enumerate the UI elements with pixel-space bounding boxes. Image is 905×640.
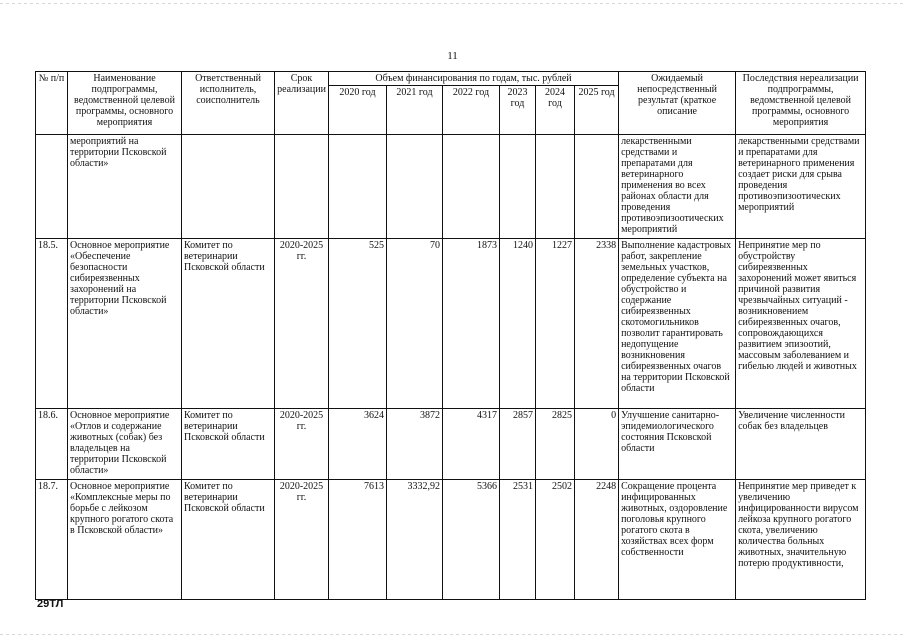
- row-executor: Комитет по ветеринарии Псковской области: [182, 239, 275, 409]
- row-value-2021: 3332,92: [387, 480, 443, 600]
- header-year-2024: 2024 год: [536, 86, 575, 135]
- header-year-2022: 2022 год: [443, 86, 500, 135]
- row-value-2022: 4317: [443, 409, 500, 480]
- header-year-2023: 2023 год: [500, 86, 536, 135]
- row-value-2023: 1240: [500, 239, 536, 409]
- header-row-top: [36, 72, 866, 86]
- row-value-2023: 2857: [500, 409, 536, 480]
- page-number: 11: [447, 50, 458, 62]
- row-result: Выполнение кадастровых работ, закрепление земельных участков, определение субъекта на обустройство и содержание сибиреязвенных скотомогильников позволит гарантировать недопущение возникновения сибиреязвенных очагов на территории Псковской области: [619, 239, 736, 409]
- row-num: 18.5.: [36, 239, 68, 409]
- row-term: 2020-2025 гг.: [275, 480, 329, 600]
- header-funding: Объем финансирования по годам, тыс. рублей: [329, 72, 619, 86]
- header-term: Срок реализации: [275, 72, 329, 135]
- row-value-2022: [443, 135, 500, 239]
- row-value-2023: [500, 135, 536, 239]
- row-result: Улучшение санитарно-эпидемиологического состояния Псковской области: [619, 409, 736, 480]
- row-value-2024: 2825: [536, 409, 575, 480]
- table-row: [36, 480, 866, 600]
- header-year-2025: 2025 год: [575, 86, 619, 135]
- row-consequences: Увеличение численности собак без владельцев: [736, 409, 866, 480]
- row-value-2021: [387, 135, 443, 239]
- row-consequences: Непринятие мер по обустройству сибиреязвенных захоронений может явиться причиной развития чрезвычайных ситуаций - возникновением сибиреязвенных очагов, сопровождающихся развитием эпизоотий, массовым заболеванием и гибелью людей и животных: [736, 239, 866, 409]
- header-consequences: Последствия нереализации подпрограммы, ведомственной целевой программы, основного мероприятия: [736, 72, 866, 135]
- table-row: [36, 239, 866, 409]
- row-term: 2020-2025 гг.: [275, 239, 329, 409]
- row-value-2025: 2338: [575, 239, 619, 409]
- row-value-2024: 1227: [536, 239, 575, 409]
- row-name: мероприятий на территории Псковской области»: [68, 135, 182, 239]
- row-consequences: лекарственными средствами и препаратами для ветеринарного применения создает риски для срыва проведения противоэпизоотических мероприятий: [736, 135, 866, 239]
- row-executor: Комитет по ветеринарии Псковской области: [182, 409, 275, 480]
- row-num: [36, 135, 68, 239]
- row-value-2023: 2531: [500, 480, 536, 600]
- row-term: [275, 135, 329, 239]
- row-value-2022: 5366: [443, 480, 500, 600]
- row-executor: [182, 135, 275, 239]
- row-value-2024: [536, 135, 575, 239]
- row-value-2020: [329, 135, 387, 239]
- header-result: Ожидаемый непосредственный результат (краткое описание: [619, 72, 736, 135]
- row-value-2024: 2502: [536, 480, 575, 600]
- row-num: 18.7.: [36, 480, 68, 600]
- program-table: [35, 71, 866, 600]
- header-year-2021: 2021 год: [387, 86, 443, 135]
- row-name: Основное мероприятие «Комплексные меры по борьбе с лейкозом крупного рогатого скота в Псковской области»: [68, 480, 182, 600]
- header-year-2020: 2020 год: [329, 86, 387, 135]
- row-result: лекарственными средствами и препаратами для ветеринарного применения во всех районах области для проведения противоэпизоотических мероприятий: [619, 135, 736, 239]
- scan-edge-bottom: [0, 634, 905, 635]
- row-value-2021: 70: [387, 239, 443, 409]
- row-value-2021: 3872: [387, 409, 443, 480]
- row-result: Сокращение процента инфицированных животных, оздоровление поголовья крупного рогатого скота в хозяйствах всех форм собственности: [619, 480, 736, 600]
- row-num: 18.6.: [36, 409, 68, 480]
- row-value-2020: 7613: [329, 480, 387, 600]
- row-name: Основное мероприятие «Обеспечение безопасности сибиреязвенных захоронений на территории Псковской области»: [68, 239, 182, 409]
- row-term: 2020-2025 гг.: [275, 409, 329, 480]
- row-value-2020: 525: [329, 239, 387, 409]
- row-consequences: Непринятие мер приведет к увеличению инфицированности вирусом лейкоза крупного рогатого скота, увеличению количества больных животных, значительную потерю продуктивности,: [736, 480, 866, 600]
- scan-edge-top: [0, 3, 905, 4]
- header-num: № п/п: [36, 72, 68, 135]
- table-row: [36, 409, 866, 480]
- row-value-2025: 2248: [575, 480, 619, 600]
- row-value-2020: 3624: [329, 409, 387, 480]
- footer-code: 29ТЛ: [37, 598, 64, 610]
- row-value-2025: 0: [575, 409, 619, 480]
- row-value-2025: [575, 135, 619, 239]
- row-value-2022: 1873: [443, 239, 500, 409]
- row-executor: Комитет по ветеринарии Псковской области: [182, 480, 275, 600]
- header-name: Наименование подпрограммы, ведомственной целевой программы, основного мероприятия: [68, 72, 182, 135]
- row-name: Основное мероприятие «Отлов и содержание животных (собак) без владельцев на территории Псковской области»: [68, 409, 182, 480]
- table-row: [36, 135, 866, 239]
- header-executor: Ответственный исполнитель, соисполнитель: [182, 72, 275, 135]
